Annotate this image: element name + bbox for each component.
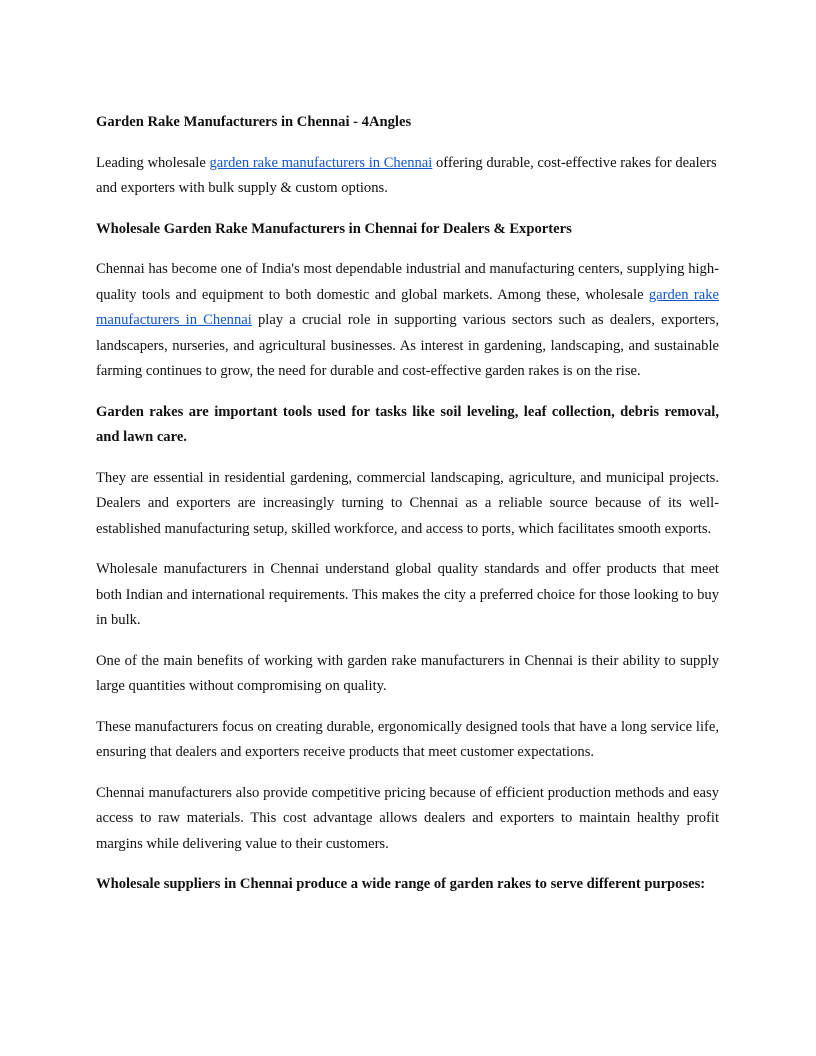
paragraph-quality-standards: Wholesale manufacturers in Chennai understand global quality standards and offer products that meet both Indian and international requirements. This makes the city a preferred choice for those looking to buy in bulk.	[96, 561, 719, 628]
paragraph-competitive-pricing: Chennai manufacturers also provide competitive pricing because of efficient production methods and easy access to raw materials. This cost advantage allows dealers and exporters to maintain healthy profit margins while delivering value to their customers.	[96, 784, 719, 852]
intro-text-after: offering durable, cost-effective rakes for dealers and exporters with bulk supply & custom options.	[96, 154, 717, 196]
garden-rake-link-body[interactable]: garden rake manufacturers in Chennai	[96, 286, 719, 328]
paragraph-1-before: Chennai has become one of India's most dependable industrial and manufacturing centers, supplying high-quality tools and equipment to both domestic and global markets. Among these, wholesale	[96, 261, 719, 303]
paragraph-chennai-overview	[96, 257, 719, 385]
document-page	[96, 110, 719, 913]
section-heading-wholesale: Wholesale Garden Rake Manufacturers in Chennai for Dealers & Exporters	[96, 220, 572, 237]
paragraph-1-after: play a crucial role in supporting various sectors such as dealers, exporters, landscapers, nurseries, and agricultural businesses. As interest in gardening, landscaping, and sustainable farming continues to grow, the need for durable and cost-effective garden rakes is on the rise.	[96, 312, 719, 379]
section-heading-rake-uses: Garden rakes are important tools used for tasks like soil leveling, leaf collection, debris removal, and lawn care.	[96, 403, 719, 445]
paragraph-bulk-supply: One of the main benefits of working with garden rake manufacturers in Chennai is their ability to supply large quantities without compromising on quality.	[96, 652, 719, 694]
paragraph-durable-tools: These manufacturers focus on creating durable, ergonomically designed tools that have a long service life, ensuring that dealers and exporters receive products that meet customer expectations.	[96, 718, 719, 760]
section-heading-rake-range: Wholesale suppliers in Chennai produce a wide range of garden rakes to serve different purposes:	[96, 876, 706, 892]
intro-text-before: Leading wholesale	[96, 154, 210, 171]
document-title: Garden Rake Manufacturers in Chennai - 4Angles	[96, 114, 412, 130]
garden-rake-link-intro[interactable]: garden rake manufacturers in Chennai	[209, 154, 433, 171]
intro-paragraph	[96, 151, 719, 202]
paragraph-essential-uses: They are essential in residential gardening, commercial landscaping, agriculture, and municipal projects. Dealers and exporters are increasingly turning to Chennai as a reliable source because of its well-established manufacturing setup, skilled workforce, and access to ports, which facilitates smooth exports.	[96, 469, 719, 537]
